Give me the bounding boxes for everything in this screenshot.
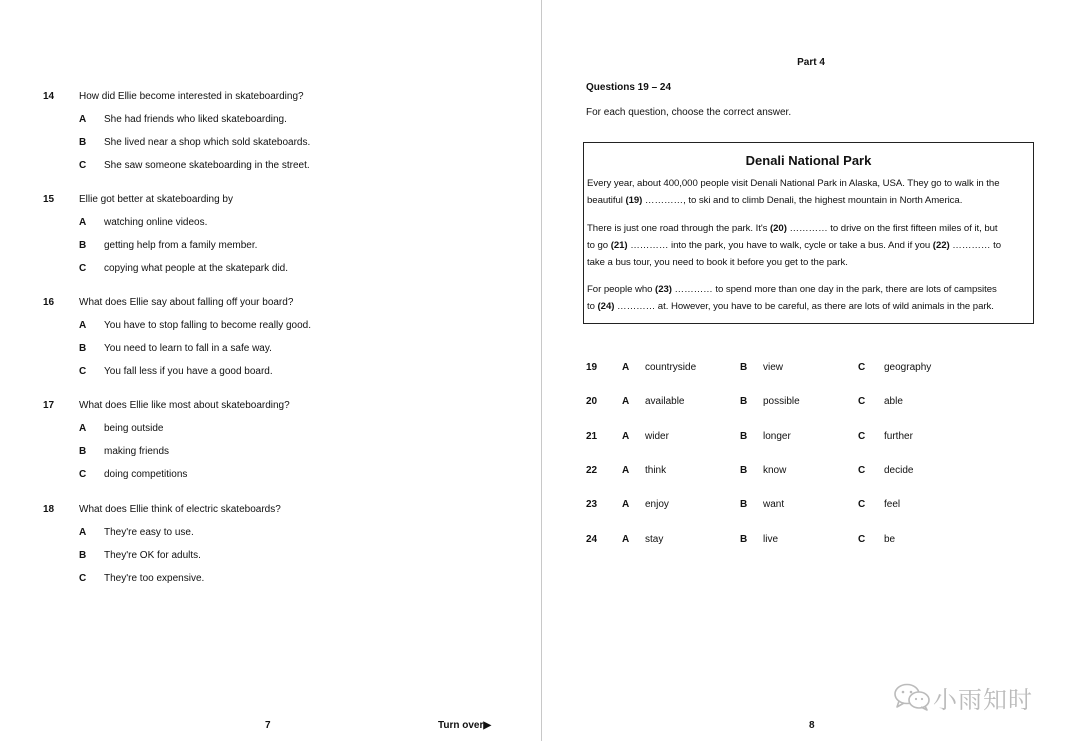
text-line: take a bus tour, you need to book it before you get to the park. xyxy=(587,257,848,268)
answer-c[interactable]: able xyxy=(884,396,903,407)
question-number: 17 xyxy=(43,400,55,411)
answer-c[interactable]: geography xyxy=(884,362,932,373)
option-c[interactable]: C doing competitions xyxy=(79,469,188,480)
watermark-text: 小雨知时 xyxy=(933,686,1033,714)
answer-a[interactable]: enjoy xyxy=(645,499,669,510)
question-text: Ellie got better at skateboarding by xyxy=(79,194,233,205)
gap-23: (23) xyxy=(655,284,672,295)
answer-a[interactable]: stay xyxy=(645,534,664,545)
option-a[interactable]: A watching online videos. xyxy=(79,217,208,228)
answer-a[interactable]: available xyxy=(645,396,685,407)
question-number: 18 xyxy=(43,504,55,515)
answer-b[interactable]: possible xyxy=(763,396,800,407)
answer-b[interactable]: view xyxy=(763,362,784,373)
gap-24: (24) xyxy=(597,301,615,312)
wechat-logo-icon xyxy=(893,682,931,712)
answer-b[interactable]: live xyxy=(763,534,779,545)
watermark xyxy=(893,676,1053,716)
question-text: What does Ellie like most about skateboarding? xyxy=(79,400,290,411)
turn-over-label: Turn over▶ xyxy=(438,720,492,731)
option-c[interactable]: C They're too expensive. xyxy=(79,573,205,584)
instruction-text: For each question, choose the correct answer. xyxy=(586,107,792,118)
answer-b[interactable]: know xyxy=(763,465,787,476)
answer-a[interactable]: countryside xyxy=(645,362,697,373)
answer-c[interactable]: decide xyxy=(884,465,914,476)
text-line: to (24) ………… at. However, you have to be careful, as there are lots of wild animals in the park. xyxy=(587,301,994,312)
text-line: to go (21) ………… into the park, you have to walk, cycle or take a bus. And if you (22) ………… to xyxy=(587,240,1001,251)
option-a[interactable]: A being outside xyxy=(79,423,164,434)
question-number: 15 xyxy=(43,194,55,205)
option-b[interactable]: B getting help from a family member. xyxy=(79,240,258,251)
option-c[interactable]: C She saw someone skateboarding in the street. xyxy=(79,160,310,171)
option-a[interactable]: A You have to stop falling to become really good. xyxy=(79,320,311,331)
option-a[interactable]: A They're easy to use. xyxy=(79,527,194,538)
option-b[interactable]: B She lived near a shop which sold skateboards. xyxy=(79,137,311,148)
option-a[interactable]: A She had friends who liked skateboarding. xyxy=(79,114,287,125)
answer-c[interactable]: be xyxy=(884,534,896,545)
answer-c[interactable]: feel xyxy=(884,499,901,510)
answer-a[interactable]: wider xyxy=(645,431,669,442)
option-c[interactable]: C copying what people at the skatepark did. xyxy=(79,263,289,274)
option-b[interactable]: B making friends xyxy=(79,446,170,457)
answer-b[interactable]: longer xyxy=(763,431,791,442)
answer-c[interactable]: further xyxy=(884,431,913,442)
gap-22: (22) xyxy=(932,240,950,251)
gap-21: (21) xyxy=(610,240,628,251)
answer-b[interactable]: want xyxy=(763,499,785,510)
page-number: 7 xyxy=(265,720,271,731)
gap-20: (20) xyxy=(769,223,787,234)
option-b[interactable]: B You need to learn to fall in a safe way. xyxy=(79,343,272,354)
answer-a[interactable]: think xyxy=(645,465,667,476)
gap-19: (19) xyxy=(625,195,643,206)
question-text: How did Ellie become interested in skateboarding? xyxy=(79,91,304,102)
text-line: For people who (23) ………… to spend more than one day in the park, there are lots of campsites xyxy=(587,284,997,295)
reading-text-box xyxy=(583,142,1034,324)
question-number: 14 xyxy=(43,91,55,102)
text-line: beautiful (19) …………, to ski and to climb Denali, the highest mountain in North America. xyxy=(587,195,963,206)
option-b[interactable]: B They're OK for adults. xyxy=(79,550,201,561)
questions-heading: Questions 19 – 24 xyxy=(586,82,672,93)
option-c[interactable]: C You fall less if you have a good board. xyxy=(79,366,273,377)
text-line: There is just one road through the park. It's (20) ………… to drive on the first fifteen miles of it, but xyxy=(587,223,998,234)
question-text: What does Ellie think of electric skateboards? xyxy=(79,504,281,515)
text-title: Denali National Park xyxy=(745,153,872,168)
question-text: What does Ellie say about falling off your board? xyxy=(79,297,294,308)
question-number: 16 xyxy=(43,297,55,308)
text-line: Every year, about 400,000 people visit Denali National Park in Alaska, USA. They go to walk in the xyxy=(587,178,1000,189)
page-number: 8 xyxy=(809,720,815,731)
right-page: Part 4 Questions 19 – 24 For each question, choose the correct answer. Denali National Park Every year, about 400,000 people visit Denali National Park in Alaska, USA. They go to walk in the beautiful (19) …………, to ski and to climb Denali, the highest mountain in North America. There is just one road through the park. It's (20) ………… to drive on the first fifteen miles of it, but to go (21) ………… into the park, you have to walk, cycle or take a bus. And if you (22) ………… to take a bus tour, you need to book it before you get to the park. For people who (23) ………… to spend more than one day in the park, there are lots of campsites to (24) ………… at. However, you have to be careful, as there are lots of wild animals in the park. 19 A countryside B view C geography 20 A available B possible C able 21 A wider B longer C further 22 A think B know C decide 23 A enjoy B want C feel 24 A stay B live C be 8 xyxy=(542,0,1080,741)
part-title: Part 4 xyxy=(797,57,825,68)
